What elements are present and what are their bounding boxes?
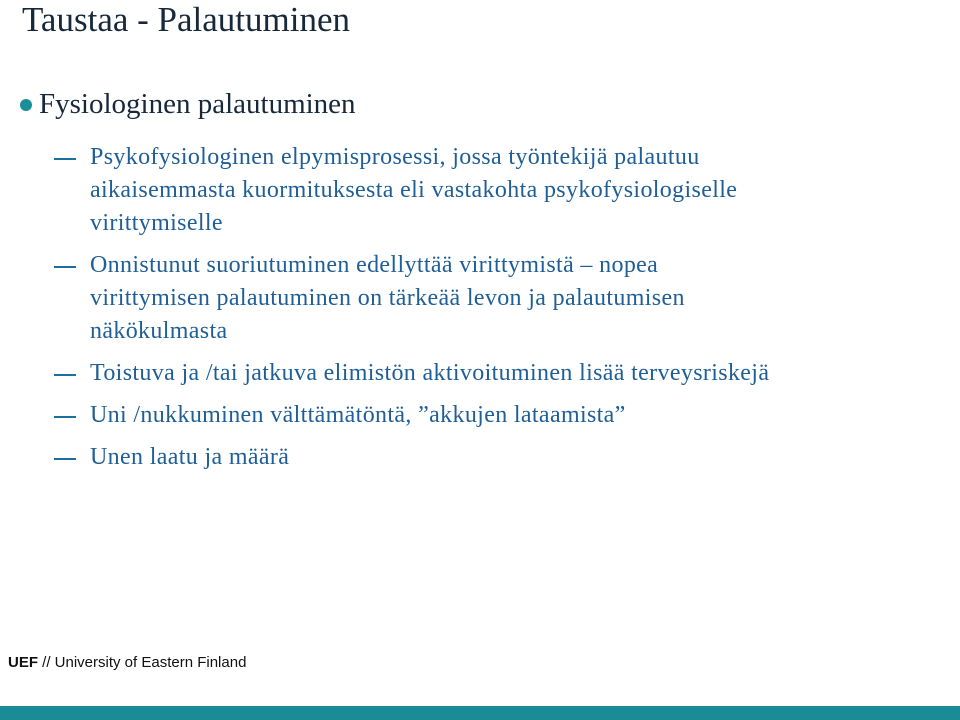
footer-separator: // xyxy=(38,654,55,671)
sub-bullet-item xyxy=(54,441,960,474)
bullet-dot-icon xyxy=(20,99,32,111)
sub-bullet-text: Toistuva ja /tai jatkuva elimistön aktivoituminen lisää terveysriskejä xyxy=(90,360,770,386)
main-bullet-text: Fysiologinen palautuminen xyxy=(39,88,356,120)
sub-bullet-item xyxy=(54,249,960,348)
sub-bullet-item xyxy=(54,141,960,240)
footer-org-abbrev: UEF xyxy=(8,654,38,671)
sub-bullet-item xyxy=(54,357,960,390)
footer xyxy=(8,653,246,673)
footer-org-name: University of Eastern Finland xyxy=(54,654,247,671)
dash-bullet-icon xyxy=(54,266,76,268)
sub-bullet-text: Onnistunut suoriutuminen edellyttää virittymistä – nopea virittymisen palautuminen on tärkeää levon ja palautumisen näkökulmasta xyxy=(90,252,685,344)
dash-bullet-icon xyxy=(54,416,76,418)
main-bullet xyxy=(20,86,356,122)
slide-title: Taustaa - Palautuminen xyxy=(22,0,351,39)
sub-bullet-list xyxy=(54,141,960,483)
sub-bullet-item xyxy=(54,399,960,432)
dash-bullet-icon xyxy=(54,458,76,460)
dash-bullet-icon xyxy=(54,374,76,376)
dash-bullet-icon xyxy=(54,158,76,160)
footer-bar xyxy=(0,706,960,720)
sub-bullet-text: Uni /nukkuminen välttämätöntä, ”akkujen lataamista” xyxy=(90,402,626,428)
sub-bullet-text: Unen laatu ja määrä xyxy=(90,444,290,470)
sub-bullet-text: Psykofysiologinen elpymisprosessi, jossa työntekijä palautuu aikaisemmasta kuormituksesta eli vastakohta psykofysiologiselle virittymiselle xyxy=(90,144,738,236)
